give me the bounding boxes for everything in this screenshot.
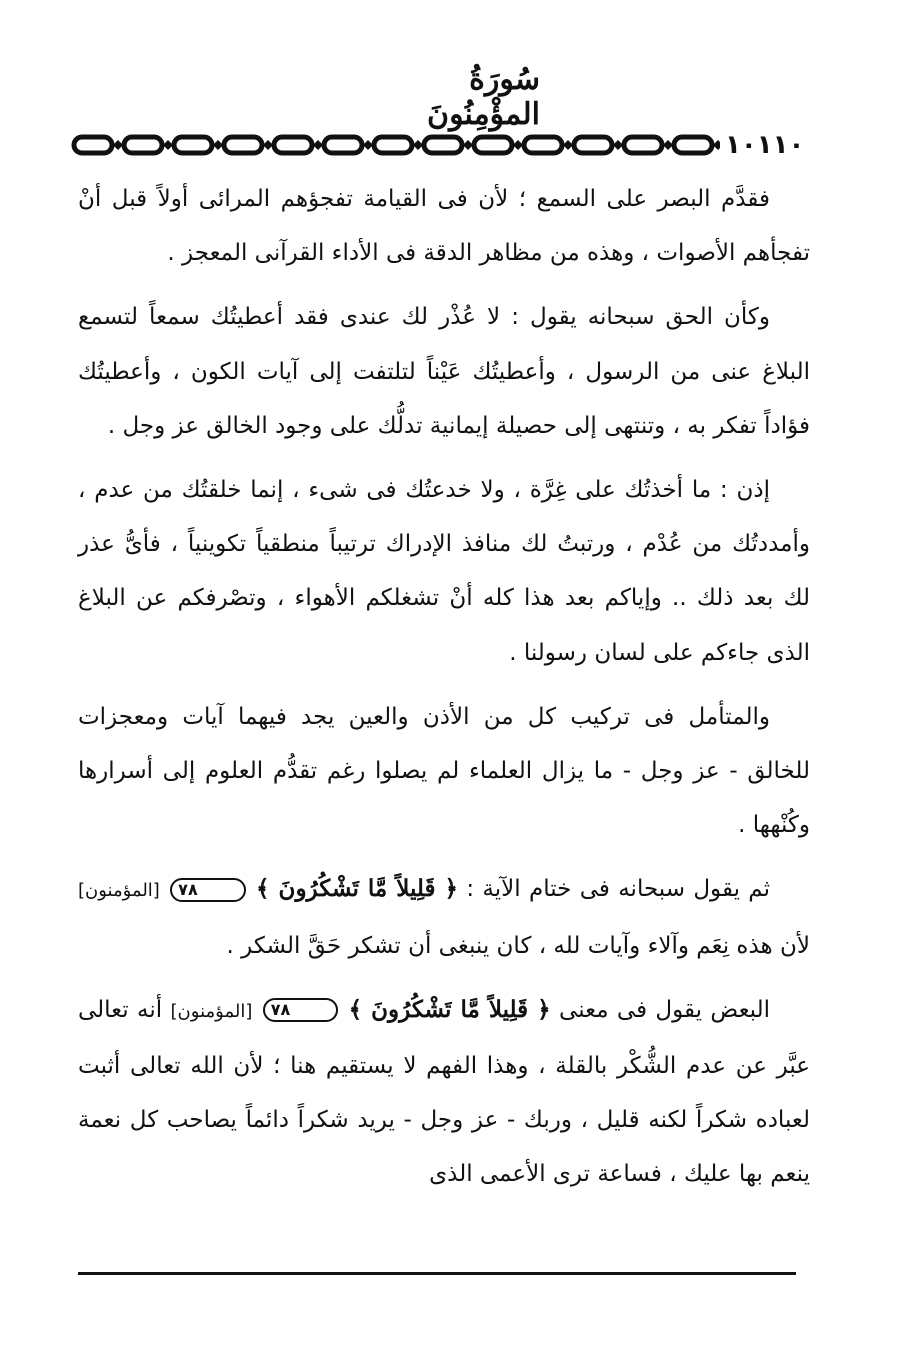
ornament-link bbox=[274, 137, 312, 153]
paragraph-3: إذن : ما أخذتُك على غِرَّة ، ولا خدعتُك فى شىء ، إنما خلقتُك من عدم ، وأمددتُك من عُدْم ، ورتبتُ لك منافذ الإدراك ترتيباً منطقياً تكوينياً ، فأىُّ عذر لك بعد ذلك .. وإياكم بعد هذا كله أنْ تشغلكم الأهواء ، وتصْرفكم عن البلاغ الذى جاءكم على لسان رسولنا . bbox=[78, 477, 810, 666]
ornament-link bbox=[474, 137, 512, 153]
verse-number-badge: ٧٨ bbox=[170, 878, 246, 902]
header-ornament-row bbox=[70, 128, 830, 162]
paragraph-5-lead: ثم يقول سبحانه فى ختام الآية : bbox=[458, 876, 771, 903]
ornament-link bbox=[224, 137, 262, 153]
ornament-link bbox=[624, 137, 662, 153]
ornament-link bbox=[574, 137, 612, 153]
ornament-link bbox=[174, 137, 212, 153]
ornament-link bbox=[124, 137, 162, 153]
paragraph-5-verse bbox=[78, 862, 810, 972]
verse-number-badge: ٧٨ bbox=[263, 998, 339, 1022]
paragraph-2: وكأن الحق سبحانه يقول : لا عُذْر لك عندى فقد أعطيتُك سمعاً لتسمع البلاغ عنى من الرسول ، وأعطيتُك عَيْناً لتلتفت إلى آيات الكون ، وأعطيتُك فؤاداً تفكر به ، وتنتهى إلى حصيلة إيمانية تدلُّك على وجود الخالق عز وجل . bbox=[78, 304, 810, 439]
page-number: ١٠١١٠ bbox=[725, 130, 805, 160]
ornament-link bbox=[324, 137, 362, 153]
decorative-border-ornament bbox=[70, 128, 720, 162]
paragraph-1: فقدَّم البصر على السمع ؛ لأن فى القيامة تفجؤهم المرائى أولاً قبل أنْ تفجأهم الأصوات ، وهذه من مظاهر الدقة فى الأداء القرآنى المعجز . bbox=[78, 186, 810, 267]
ornament-link bbox=[674, 137, 712, 153]
surah-title: سُورَةُ المؤْمِنُونَ bbox=[427, 62, 540, 132]
quran-verse: ﴿ قَلِيلاً مَّا تَشْكُرُونَ ﴾ bbox=[256, 875, 459, 903]
quran-verse: ﴿ قَلِيلاً مَّا تَشْكُرُونَ ﴾ bbox=[348, 995, 551, 1023]
page-body bbox=[78, 172, 810, 1257]
ornament-link bbox=[374, 137, 412, 153]
paragraph-4: والمتأمل فى تركيب كل من الأذن والعين يجد فيهما آيات ومعجزات للخالق - عز وجل - ما يزال العلماء لم يصلوا رغم تقدُّم العلوم إلى أسرارها وكُنْهها . bbox=[78, 703, 810, 839]
ornament-link bbox=[524, 137, 562, 153]
footer-divider bbox=[78, 1272, 796, 1275]
ornament-link bbox=[74, 137, 112, 153]
paragraph-6-tail: أنه تعالى عبَّر عن عدم الشُّكْر بالقلة ، وهذا الفهم لا يستقيم هنا ؛ لأن الله تعالى أثبت لعباده شكراً لكنه قليل ، وربك - عز وجل - يريد شكراً دائماً يصاحب كل نعمة ينعم بها عليك ، فساعة ترى الأعمى الذى bbox=[78, 996, 810, 1188]
surah-reference: [المؤمنون] bbox=[170, 1000, 253, 1022]
surah-reference: [المؤمنون] bbox=[78, 880, 160, 902]
ornament-diamond bbox=[713, 140, 720, 150]
paragraph-6-verse bbox=[78, 983, 810, 1202]
ornament-link bbox=[424, 137, 462, 153]
paragraph-6-lead: البعض يقول فى معنى bbox=[550, 996, 771, 1023]
paragraph-5-tail: لأن هذه نِعَم وآلاء وآيات لله ، كان ينبغى أن تشكر حَقَّ الشكر . bbox=[226, 932, 810, 959]
